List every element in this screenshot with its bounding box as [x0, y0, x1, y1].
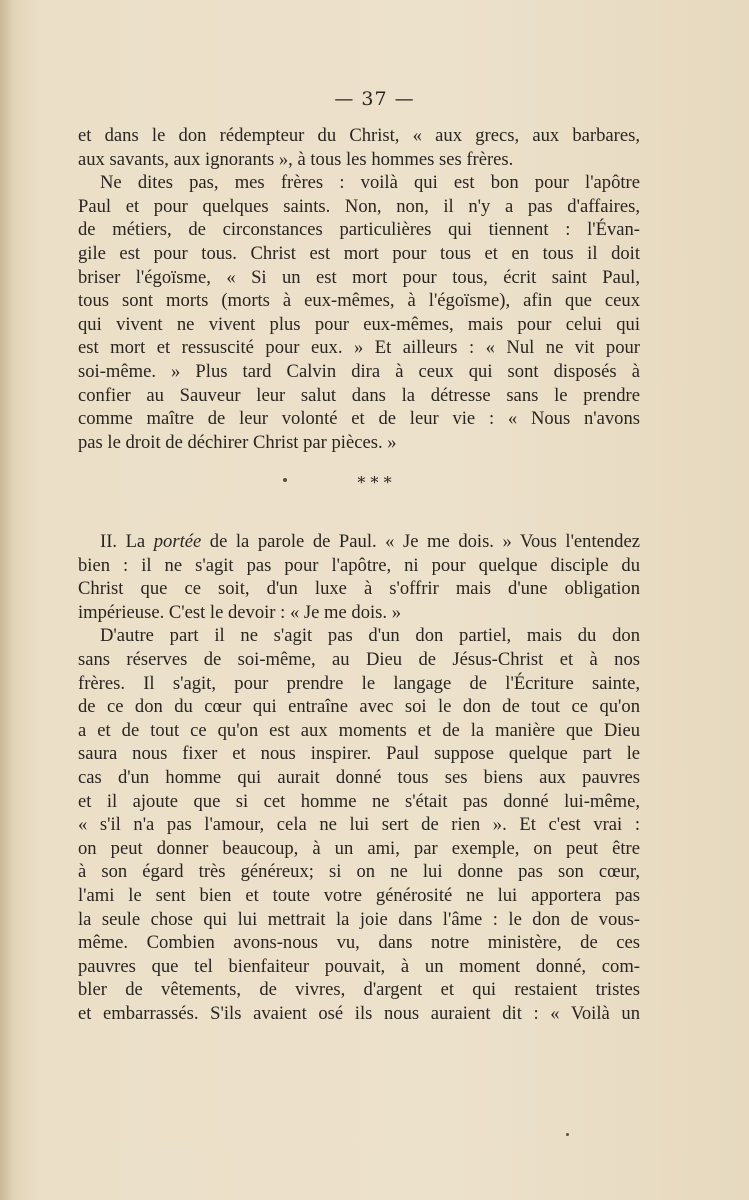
text-line: impérieuse. C'est le devoir : « Je me dois. » [78, 601, 401, 623]
text-line: soi-même. » Plus tard Calvin dira à ceux qui sont disposés à [78, 360, 640, 382]
section-lead-line [78, 530, 640, 554]
text-line: Paul et pour quelques saints. Non, non, il n'y a pas d'affaires, [78, 195, 640, 217]
text-line: saura nous fixer et nous inspirer. Paul suppose quelque part le [78, 743, 640, 765]
text-line: comme maître de leur volonté et de leur vie : « Nous n'avons [78, 408, 640, 430]
paragraph-1 [78, 124, 640, 454]
text-line: à son égard très généreux; si on ne lui donne pas son cœur, [78, 861, 640, 883]
text-line: a et de tout ce qu'on est aux moments et de la manière que Dieu [78, 719, 640, 741]
text-line: tous sont morts (morts à eux-mêmes, à l'égoïsme), afin que ceux [78, 290, 640, 312]
text-line: cas d'un homme qui aurait donné tous ses biens aux pauvres [78, 766, 640, 788]
text-line: « s'il n'a pas l'amour, cela ne lui sert de rien ». Et c'est vrai : [78, 814, 640, 836]
ink-speck [566, 1133, 569, 1136]
text-line: sans réserves de soi-même, au Dieu de Jésus-Christ et à nos [78, 648, 640, 670]
page-number: — 37 — [334, 88, 415, 110]
ink-speck [283, 478, 287, 482]
text-line: frères. Il s'agit, pour prendre le langage de l'Écriture sainte, [78, 672, 640, 694]
text-line: et embarrassés. S'ils avaient osé ils nous auraient dit : « Voilà un [78, 1002, 640, 1024]
text-line: de ce don du cœur qui entraîne avec soi le don de tout ce qu'on [78, 696, 640, 718]
text-line: D'autre part il ne s'agit pas d'un don partiel, mais du don [100, 625, 640, 647]
paragraph-2 [78, 530, 640, 1025]
section-break-asterism: * * * [357, 473, 392, 492]
text-line: la seule chose qui lui mettrait la joie dans l'âme : le don de vous- [78, 908, 640, 930]
text-line: même. Combien avons-nous vu, dans notre ministère, de ces [78, 932, 640, 954]
text-line: on peut donner beaucoup, à un ami, par exemple, on peut être [78, 837, 640, 859]
text-line: de métiers, de circonstances particulières qui tiennent : l'Évan- [78, 219, 640, 241]
text-line: et dans le don rédempteur du Christ, « aux grecs, aux barbares, [78, 125, 640, 146]
section-lead-suffix: de la parole de Paul. « Je me dois. » Vous l'entendez [201, 531, 640, 552]
text-line: est mort et ressuscité pour eux. » Et ailleurs : « Nul ne vit pour [78, 337, 640, 359]
text-line: pauvres que tel bienfaiteur pouvait, à un moment donné, com- [78, 955, 640, 977]
text-line: Christ que ce soit, d'un luxe à s'offrir mais d'une obligation [78, 578, 640, 600]
text-line: pas le droit de déchirer Christ par pièces. » [78, 431, 397, 453]
text-line: confier au Sauveur leur salut dans la détresse sans le prendre [78, 384, 640, 406]
text-line: Ne dites pas, mes frères : voilà qui est bon pour l'apôtre [100, 172, 640, 194]
text-line: bler de vêtements, de vivres, d'argent et qui restaient tristes [78, 979, 640, 1001]
text-line: gile est pour tous. Christ est mort pour tous et en tous il doit [78, 242, 640, 264]
text-line: l'ami le sent bien et toute votre générosité ne lui apportera pas [78, 884, 640, 906]
text-line: qui vivent ne vivent plus pour eux-mêmes, mais pour celui qui [78, 313, 640, 335]
text-line: bien : il ne s'agit pas pour l'apôtre, ni pour quelque disciple du [78, 554, 640, 576]
section-lead-emphasis: portée [153, 531, 202, 552]
text-line: aux savants, aux ignorants », à tous les hommes ses frères. [78, 148, 514, 170]
text-line: briser l'égoïsme, « Si un est mort pour tous, écrit saint Paul, [78, 266, 640, 288]
text-line: et il ajoute que si cet homme ne s'était pas donné lui-même, [78, 790, 640, 812]
section-lead-prefix: II. La [100, 531, 154, 552]
